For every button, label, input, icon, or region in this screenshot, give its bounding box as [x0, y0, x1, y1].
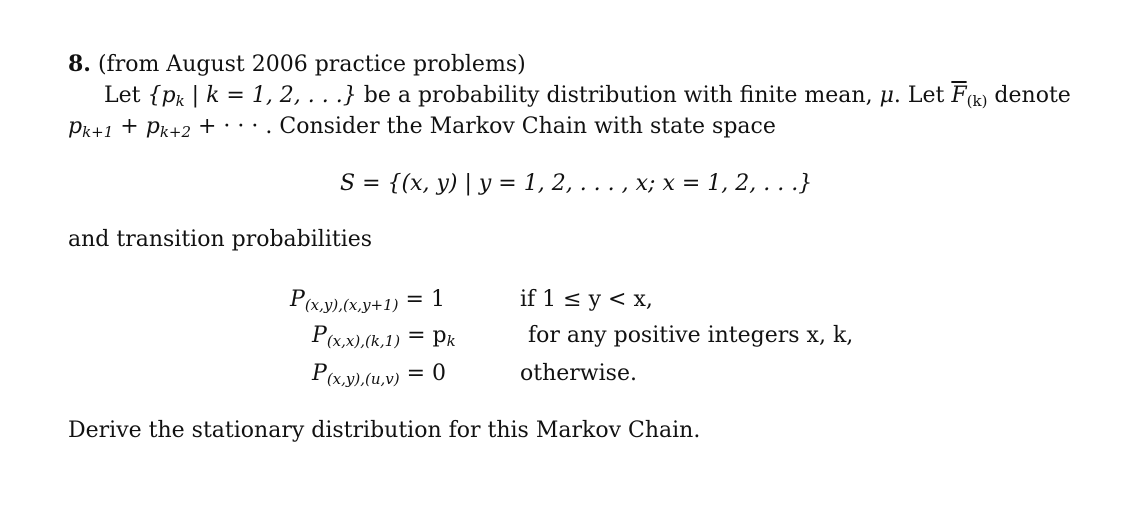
transition-condition: if 1 ≤ y < x,	[520, 287, 653, 312]
problem-number: 8.	[68, 51, 91, 77]
tail-sum-line	[68, 113, 776, 146]
transition-condition: otherwise.	[520, 361, 637, 386]
sum-tail: + · · · .	[191, 114, 273, 139]
consider-text: Consider the Markov Chain with state space	[279, 114, 776, 139]
problem-source: (from August 2006 practice problems)	[97, 52, 526, 77]
transition-intro: and transition probabilities	[68, 227, 373, 252]
mu-symbol: μ	[879, 83, 894, 108]
problem-intro-line	[104, 82, 1071, 115]
transition-condition: for any positive integers x, k,	[528, 323, 854, 348]
set-definition: {pk | k = 1, 2, . . .}	[147, 83, 357, 110]
sum-term-2: pk+2	[145, 114, 192, 141]
intro-rest: be a probability distribution with finite mean,	[363, 83, 873, 108]
transition-lhs: P(x,y),(u,v) = 0	[312, 361, 447, 388]
sum-plus: +	[113, 114, 146, 139]
f-bar-symbol: $\overline{F}$	[951, 83, 967, 108]
state-space-equation: S = {(x, y) | y = 1, 2, . . . , x; x = 1, 2, . . .}	[340, 171, 813, 196]
problem-header-line	[68, 50, 526, 79]
transition-lhs: P(x,x),(k,1) = pk	[312, 323, 456, 350]
denote-word: denote	[994, 83, 1071, 108]
sum-term-1: pk+1	[68, 114, 114, 141]
transition-lhs: P(x,y),(x,y+1) = 1	[290, 287, 445, 314]
f-bar-subscript: (k)	[966, 92, 988, 110]
let-second: . Let	[893, 83, 945, 108]
task-statement: Derive the stationary distribution for this Markov Chain.	[68, 418, 701, 443]
intro-let: Let	[104, 83, 141, 108]
